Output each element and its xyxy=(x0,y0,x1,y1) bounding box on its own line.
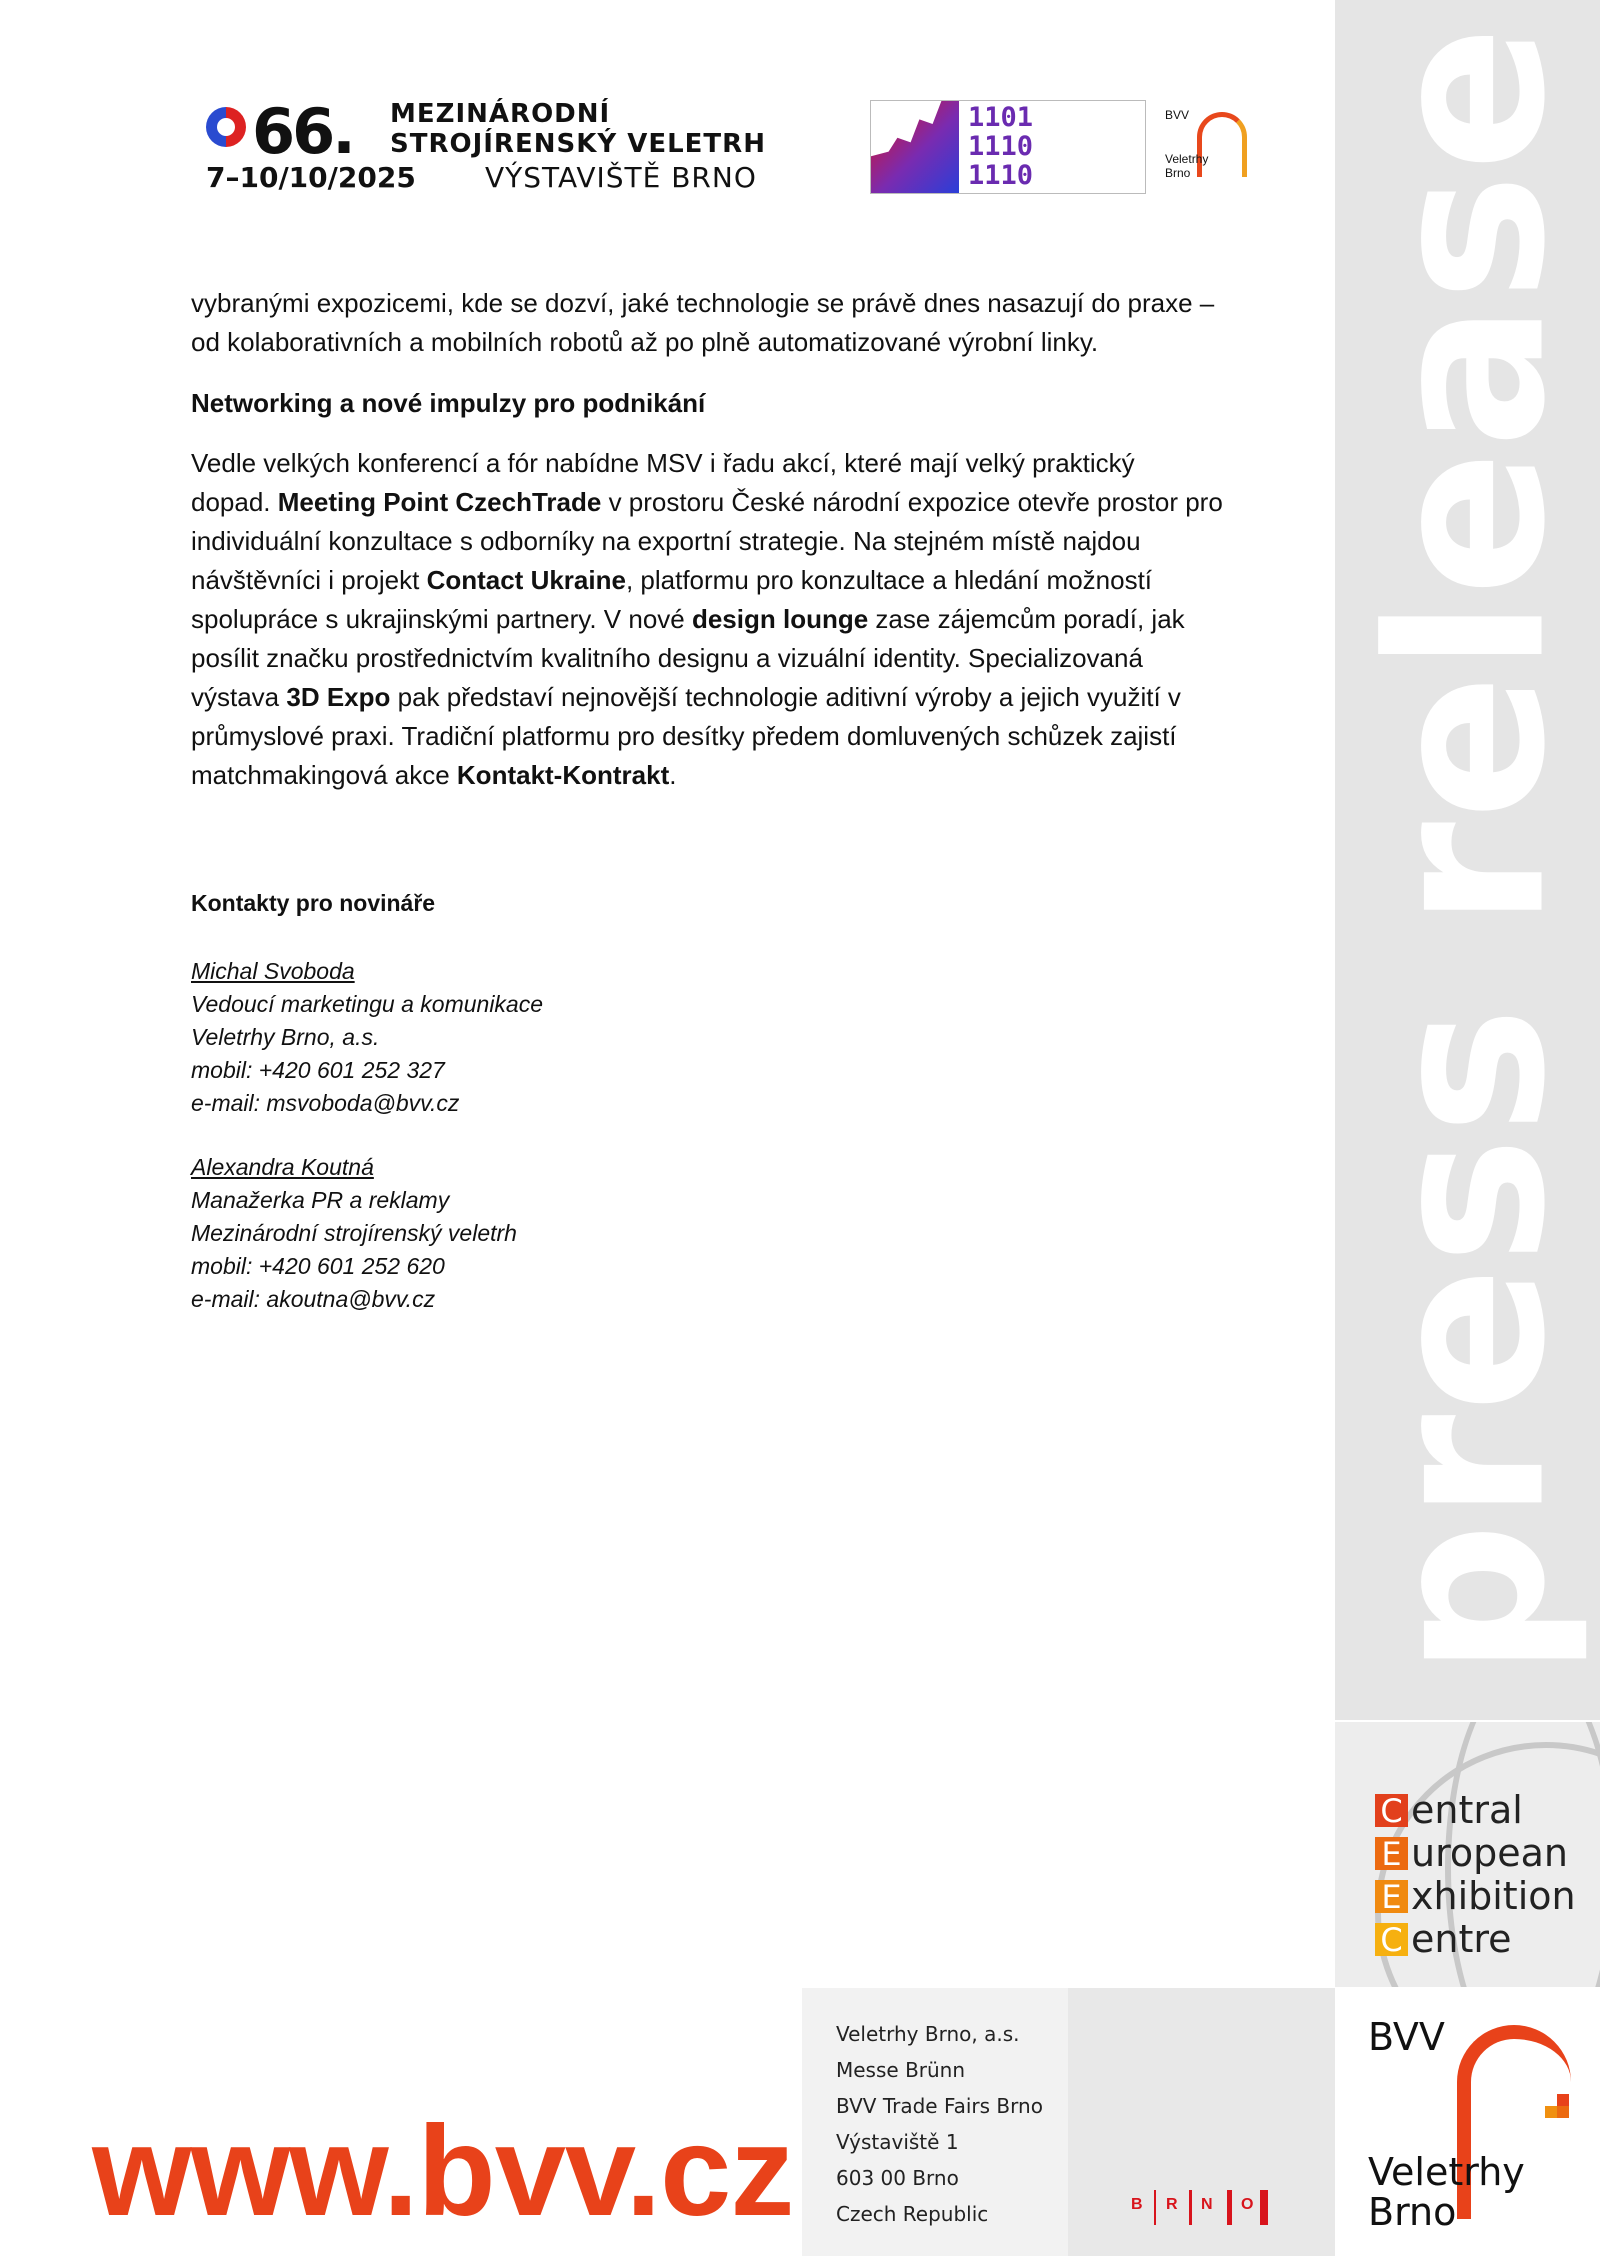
paragraph-line xyxy=(191,643,1143,674)
paragraph-line xyxy=(191,760,676,791)
ceec-row xyxy=(1375,1874,1576,1918)
brno-letter: O xyxy=(1241,2196,1254,2213)
contact-role: Vedoucí marketingu a komunikace xyxy=(191,991,544,1017)
text-segment: dopad. xyxy=(191,487,278,517)
binary-line: 1101 xyxy=(968,102,1034,133)
brno-logo xyxy=(1068,1988,1335,2256)
text-segment: výstava xyxy=(191,682,287,712)
text-segment: posílit značku prostřednictvím kvalitního designu a vizuální identity. Specializovaná xyxy=(191,643,1143,673)
text-segment: návštěvníci i projekt xyxy=(191,565,427,595)
gear-icon xyxy=(871,101,959,193)
paragraph-line xyxy=(191,604,1185,635)
ceec-word: entral xyxy=(1411,1788,1523,1832)
contact-name: Michal Svoboda xyxy=(191,958,355,984)
bvv-small-text: BVV xyxy=(1165,108,1190,122)
ceec-letter: E xyxy=(1375,1837,1408,1870)
brno-letter: B xyxy=(1131,2196,1143,2213)
text-segment: Vedle velkých konferencí a fór nabídne MSV i řadu akcí, které mají velký praktický xyxy=(191,448,1135,478)
paragraph-line xyxy=(191,721,1177,752)
bvv-logo-text: BVV xyxy=(1368,2015,1445,2059)
paragraph-line xyxy=(191,487,1223,518)
text-segment: matchmakingová akce xyxy=(191,760,457,790)
address-line: Czech Republic xyxy=(836,2202,989,2226)
square-icon xyxy=(1557,2106,1569,2118)
press-release-text: press release xyxy=(1341,23,1593,1677)
ceec-word: uropean xyxy=(1411,1831,1568,1875)
bold-term: Meeting Point CzechTrade xyxy=(277,487,602,517)
address-line: BVV Trade Fairs Brno xyxy=(836,2094,1043,2118)
section-heading: Networking a nové impulzy pro podnikání xyxy=(191,388,706,418)
bold-term: 3D Expo xyxy=(286,682,391,712)
bvv-small-logo xyxy=(1165,104,1245,184)
contact-name: Alexandra Koutná xyxy=(191,1154,374,1180)
ceec-letter: C xyxy=(1375,1794,1408,1827)
intro-line: od kolaborativních a mobilních robotů až po plně automatizované výrobní linky. xyxy=(191,327,1099,357)
contact-email: e-mail: msvoboda@bvv.cz xyxy=(191,1090,460,1116)
text-segment: spolupráce s ukrajinskými partnery. V nové xyxy=(191,604,692,634)
binary-gear-logo xyxy=(870,100,1146,194)
ceec-logo xyxy=(1335,1722,1600,1987)
ceec-row xyxy=(1375,1831,1568,1875)
brno-letter: R xyxy=(1166,2196,1178,2213)
website-link[interactable]: www.bvv.cz xyxy=(92,2100,794,2243)
text-segment: průmyslové praxi. Tradiční platformu pro desítky předem domluvených schůzek zajistí xyxy=(191,721,1177,751)
brno-bar xyxy=(1227,2190,1232,2225)
msv-date: 7–10/10/2025 xyxy=(206,161,416,194)
bvv-small-name: Brno xyxy=(1165,166,1191,180)
contact-phone: mobil: +420 601 252 620 xyxy=(191,1253,445,1279)
paragraph-line xyxy=(191,682,1181,713)
paragraph-line xyxy=(191,565,1152,596)
intro-line: vybranými expozicemi, kde se dozví, jaké technologie se právě dnes nasazují do praxe – xyxy=(191,288,1215,318)
text-segment: , platformu pro konzultace a hledání možností xyxy=(625,565,1153,595)
brno-letter: N xyxy=(1201,2196,1213,2213)
address-line: Veletrhy Brno, a.s. xyxy=(836,2022,1020,2046)
ceec-row xyxy=(1375,1917,1512,1961)
msv-place: VÝSTAVIŠTĚ BRNO xyxy=(485,161,757,194)
msv-title-line2: STROJÍRENSKÝ VELETRH xyxy=(390,129,766,159)
ceec-word: xhibition xyxy=(1411,1874,1576,1918)
bold-term: Kontakt-Kontrakt xyxy=(456,760,670,790)
ceec-letter: C xyxy=(1375,1923,1408,1956)
msv-logo xyxy=(200,95,840,195)
address-line: Messe Brünn xyxy=(836,2058,966,2082)
text-segment: zase zájemcům poradí, jak xyxy=(868,604,1185,634)
bvv-small-name: Veletrhy xyxy=(1165,152,1209,166)
bvv-logo xyxy=(1335,1990,1600,2262)
text-segment: individuální konzultace s odborníky na exportní strategie. Na stejném místě najdou xyxy=(191,526,1141,556)
paragraph-line xyxy=(191,526,1141,557)
brno-bar xyxy=(1189,2190,1192,2225)
bold-term: design lounge xyxy=(691,604,869,634)
bold-term: Contact Ukraine xyxy=(426,565,626,595)
contact-role: Manažerka PR a reklamy xyxy=(191,1187,450,1213)
binary-line: 1110 xyxy=(968,131,1034,162)
bvv-logo-name: Brno xyxy=(1368,2190,1457,2234)
paragraph-line xyxy=(191,448,1135,479)
contact-org: Veletrhy Brno, a.s. xyxy=(191,1024,380,1050)
ceec-word: entre xyxy=(1411,1917,1512,1961)
bvv-logo-name: Veletrhy xyxy=(1368,2150,1525,2194)
contact-org: Mezinárodní strojírenský veletrh xyxy=(191,1220,517,1246)
brno-bar xyxy=(1154,2190,1156,2225)
square-icon xyxy=(1557,2094,1569,2106)
msv-title-line1: MEZINÁRODNÍ xyxy=(390,99,611,129)
arc-icon xyxy=(1197,112,1247,177)
contact-email: e-mail: akoutna@bvv.cz xyxy=(191,1286,436,1312)
ceec-letter: E xyxy=(1375,1880,1408,1913)
address-line: 603 00 Brno xyxy=(836,2166,959,2190)
text-segment: pak představí nejnovější technologie aditivní výroby a jejich využití v xyxy=(390,682,1181,712)
address-line: Výstaviště 1 xyxy=(836,2130,959,2154)
contacts-heading: Kontakty pro novináře xyxy=(191,890,436,916)
ceec-row xyxy=(1375,1788,1523,1832)
contact-phone: mobil: +420 601 252 327 xyxy=(191,1057,445,1083)
footer-address xyxy=(802,1988,1068,2256)
brno-bar xyxy=(1260,2190,1268,2225)
binary-text xyxy=(968,103,1033,190)
text-segment: . xyxy=(669,760,677,790)
gear-icon xyxy=(206,107,246,147)
msv-number: 66. xyxy=(252,95,353,168)
binary-line: 1110 xyxy=(968,160,1034,191)
square-icon xyxy=(1545,2106,1557,2118)
text-segment: v prostoru České národní expozice otevře prostor pro xyxy=(601,487,1223,517)
